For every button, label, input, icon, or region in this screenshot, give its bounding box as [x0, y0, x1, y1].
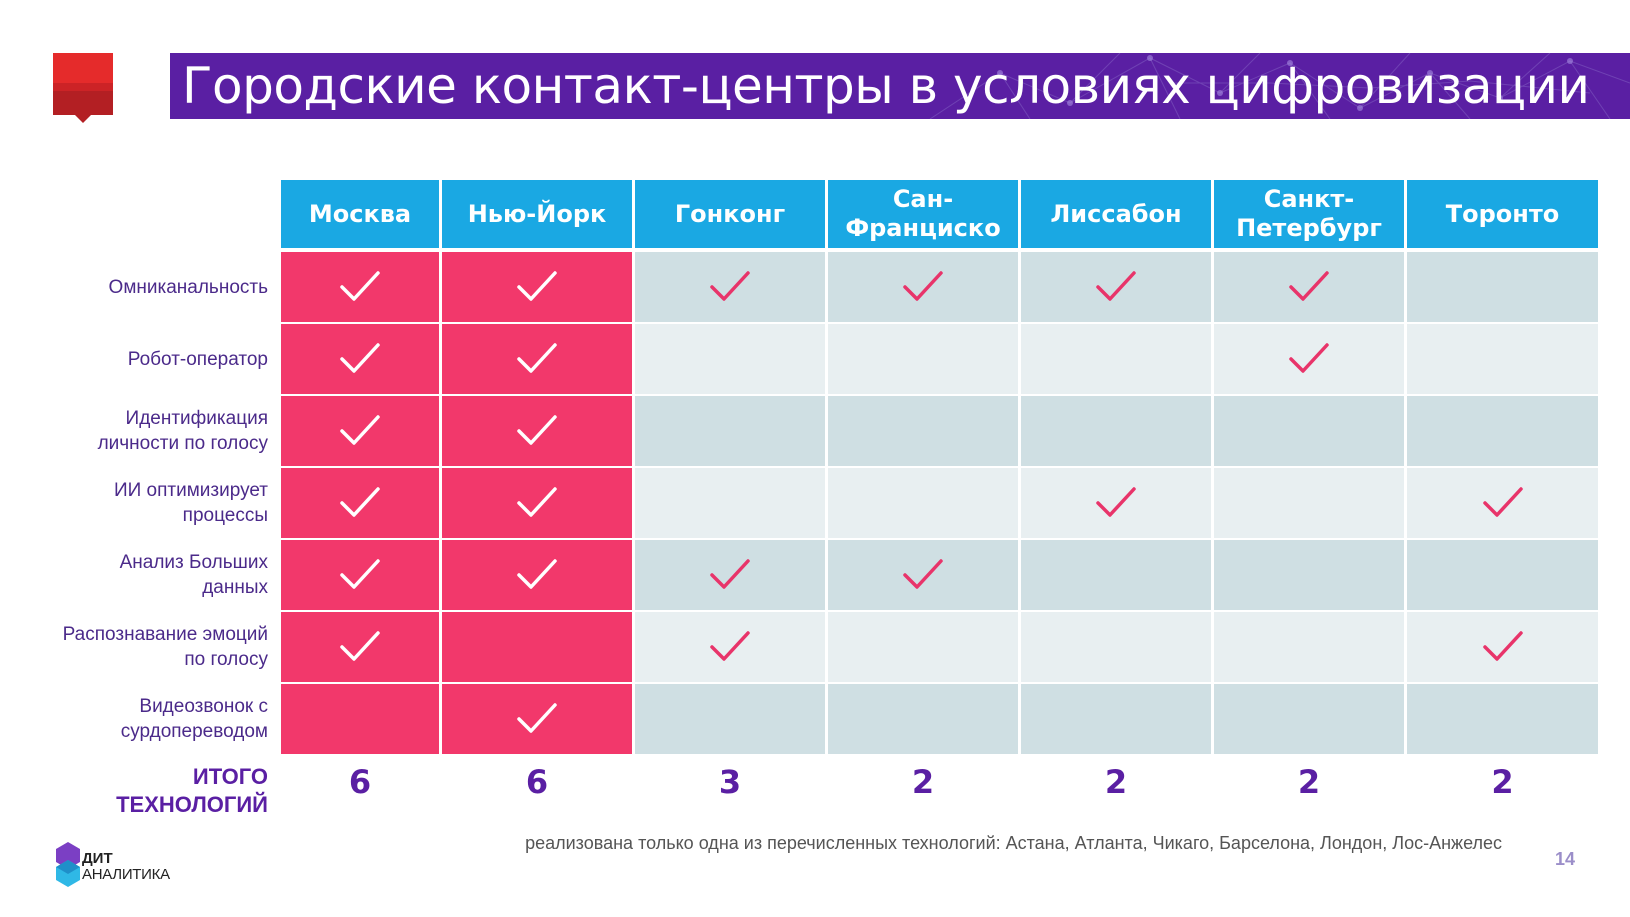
table-cell: [1021, 252, 1211, 322]
table-cell: [1214, 468, 1404, 538]
table-cell: [635, 324, 825, 394]
table-cell: [635, 396, 825, 466]
row-label: Идентификация личности по голосу: [97, 408, 268, 454]
table-cell: [442, 252, 632, 322]
table-cell: [1021, 684, 1211, 754]
table-cell: [281, 684, 439, 754]
checkmark-icon: [516, 342, 558, 376]
table-cell: [442, 540, 632, 610]
table-cell: [442, 612, 632, 682]
table-cell: [1407, 612, 1598, 682]
table-cell: [1021, 612, 1211, 682]
column-header: Москва: [281, 180, 439, 248]
checkmark-icon: [1288, 342, 1330, 376]
table-cell: [635, 540, 825, 610]
table-cell: [828, 540, 1018, 610]
checkmark-icon: [339, 342, 381, 376]
table-cell: [281, 396, 439, 466]
checkmark-icon: [516, 270, 558, 304]
row-label: Распознавание эмоций по голосу: [62, 624, 268, 670]
table-cell: [281, 468, 439, 538]
total-value: 3: [718, 763, 742, 801]
row-label: Омниканальность: [108, 276, 268, 298]
table-cell: [828, 396, 1018, 466]
checkmark-icon: [709, 630, 751, 664]
column-header: Лиссабон: [1021, 180, 1211, 248]
column-header: Торонто: [1407, 180, 1598, 248]
table-cell: [1407, 396, 1598, 466]
total-value: 2: [1104, 763, 1128, 801]
table-cell: [1214, 324, 1404, 394]
total-value: 2: [911, 763, 935, 801]
total-value: 2: [1297, 763, 1321, 801]
checkmark-icon: [1095, 486, 1137, 520]
table-cell: [828, 324, 1018, 394]
table-cell: [635, 684, 825, 754]
table-cell: [1214, 540, 1404, 610]
table-cell: [635, 252, 825, 322]
table-cell: [1214, 252, 1404, 322]
checkmark-icon: [516, 486, 558, 520]
table-cell: [1021, 396, 1211, 466]
total-value: 2: [1491, 763, 1514, 801]
table-cell: [828, 252, 1018, 322]
total-value: 6: [348, 763, 372, 801]
checkmark-icon: [1095, 270, 1137, 304]
table-cell: [442, 468, 632, 538]
checkmark-icon: [339, 558, 381, 592]
row-label: Робот-оператор: [127, 348, 268, 370]
checkmark-icon: [709, 270, 751, 304]
logo-line1: ДИТ: [82, 850, 113, 867]
table-cell: [635, 468, 825, 538]
row-label: Видеозвонок с сурдопереводом: [120, 696, 268, 742]
checkmark-icon: [516, 558, 558, 592]
table-cell: [442, 324, 632, 394]
table-cell: [1407, 324, 1598, 394]
checkmark-icon: [1482, 486, 1524, 520]
table-cell: [1407, 252, 1598, 322]
checkmark-icon: [339, 630, 381, 664]
table-cell: [442, 396, 632, 466]
table-cell: [1214, 612, 1404, 682]
column-header: Нью-Йорк: [442, 180, 632, 248]
table-cell: [635, 612, 825, 682]
dit-analytics-logo-icon: [53, 840, 83, 890]
column-header: Сан- Франциско: [828, 180, 1018, 248]
table-cell: [1407, 468, 1598, 538]
checkmark-icon: [709, 558, 751, 592]
table-cell: [1021, 468, 1211, 538]
logo-line2: АНАЛИТИКА: [82, 866, 170, 883]
checkmark-icon: [339, 270, 381, 304]
table-cell: [442, 684, 632, 754]
table-cell: [828, 612, 1018, 682]
checkmark-icon: [516, 414, 558, 448]
table-cell: [1214, 684, 1404, 754]
column-header: Гонконг: [635, 180, 825, 248]
page-title: Городские контакт-центры в условиях цифровизации: [182, 57, 1590, 115]
table-cell: [1021, 324, 1211, 394]
table-cell: [281, 252, 439, 322]
checkmark-icon: [516, 702, 558, 736]
totals-label: ИТОГО ТЕХНОЛОГИЙ: [116, 764, 268, 817]
column-header: Санкт- Петербург: [1214, 180, 1404, 248]
row-label: Анализ Больших данных: [119, 552, 268, 598]
table-cell: [281, 324, 439, 394]
page-number: 14: [1554, 849, 1575, 869]
row-label: ИИ оптимизирует процессы: [113, 480, 268, 526]
table-cell: [1214, 396, 1404, 466]
table-cell: [1407, 684, 1598, 754]
table-cell: [828, 684, 1018, 754]
checkmark-icon: [1482, 630, 1524, 664]
total-value: 6: [525, 763, 549, 801]
checkmark-icon: [902, 558, 944, 592]
table-cell: [281, 612, 439, 682]
table-cell: [828, 468, 1018, 538]
checkmark-icon: [902, 270, 944, 304]
table-cell: [1407, 540, 1598, 610]
checkmark-icon: [339, 486, 381, 520]
table-cell: [281, 540, 439, 610]
checkmark-icon: [339, 414, 381, 448]
footnote: реализована только одна из перечисленных технологий: Астана, Атланта, Чикаго, Барселона, Лондон, Лос-Анжелес: [525, 833, 1502, 853]
table-cell: [1021, 540, 1211, 610]
checkmark-icon: [1288, 270, 1330, 304]
